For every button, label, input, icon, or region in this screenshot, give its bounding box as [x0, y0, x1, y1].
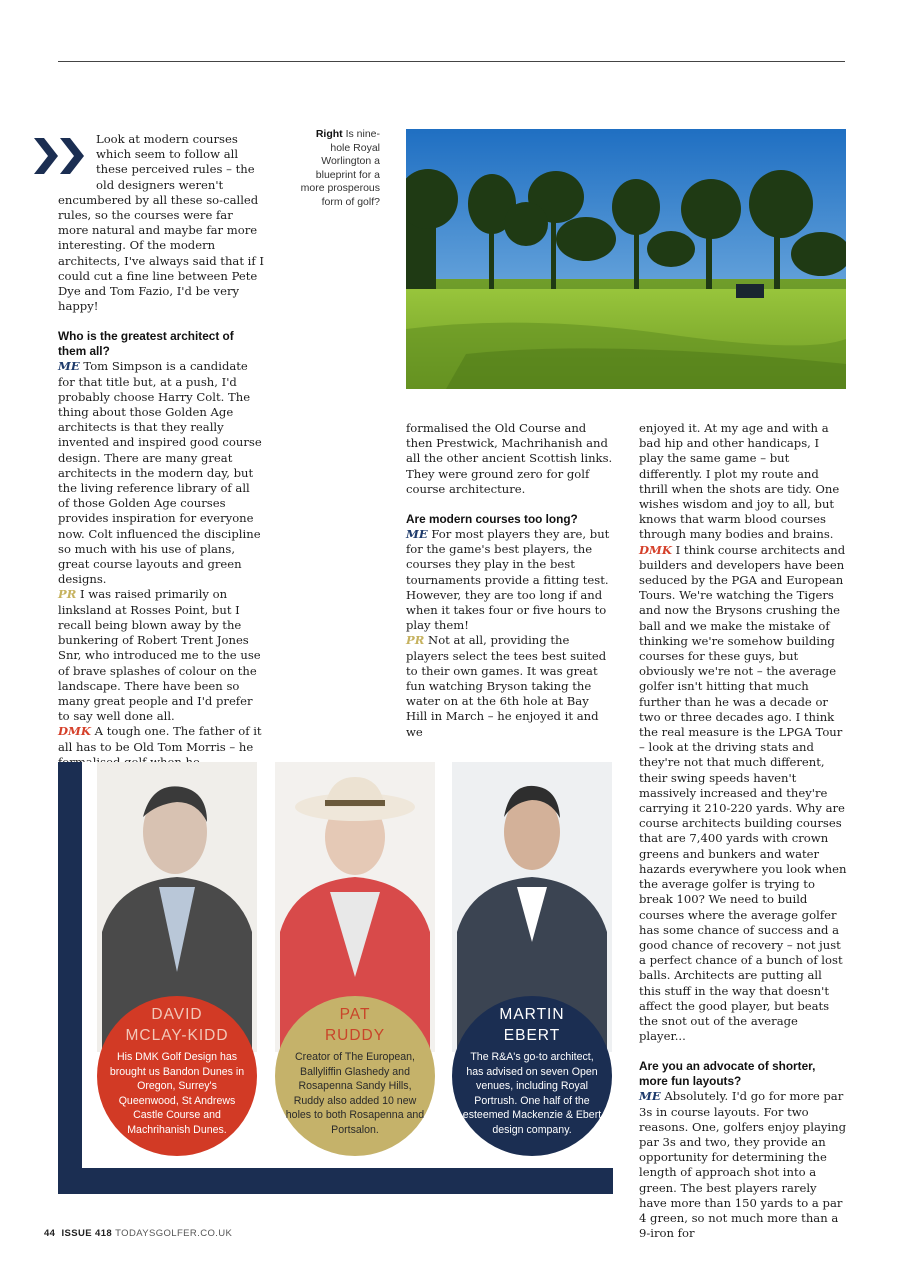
speaker-tag: PR [58, 587, 77, 602]
article-column-3 [639, 421, 847, 1241]
profile-name: MARTIN EBERT [499, 1006, 565, 1044]
question-heading: Are modern courses too long? [406, 512, 578, 527]
page-number: 44 [44, 1228, 56, 1239]
answer-text: A tough one. The father of it all has to be Old Tom Morris – he [58, 724, 262, 754]
photo-caption [296, 128, 380, 209]
answer-text: Not at all, providing the players select the tees best suited to their own games. It was great fun watching Bryson taking the water on at the 6th hole at Bay Hill in March – he enjoyed it and we [406, 633, 607, 739]
continued-text: enjoyed it. At my age and with a bad hip and other handicaps, I play the same game – but differently. I plot my route and thrill when the shots are tidy. One wishes wisdom and joy to all, but knows that warm blood courses through many bodies and brains. [639, 421, 840, 542]
profile-bio: His DMK Golf Design has brought us Bandon Dunes in Oregon, Surrey's Queenwood, St Andrews Castle Course and Machrihanish Dunes. [109, 1051, 245, 1136]
speaker-tag: ME [639, 1089, 661, 1104]
page-footer [44, 1228, 232, 1239]
question-heading: Who is the greatest architect of them all? [58, 329, 234, 359]
issue-number: ISSUE 418 [61, 1228, 113, 1239]
profile-name: DAVID MCLAY-KIDD [125, 1006, 229, 1044]
speaker-tag: ME [406, 527, 428, 542]
speaker-tag: ME [58, 359, 80, 374]
caption-text: Is nine-hole Royal Worlington a blueprint for a more prosperous form of golf? [300, 128, 380, 208]
speaker-tag: PR [406, 633, 425, 648]
quote-chevron-icon [34, 134, 92, 178]
profile-bio: Creator of The European, Ballyliffin Glashedy and Rosapenna Sandy Hills, Ruddy also added 10 new holes to both Rosapenna and Portsalon. [285, 1051, 425, 1136]
speaker-tag: DMK [58, 724, 91, 739]
profile-bio: The R&A's go-to architect, has advised on seven Open venues, including Royal Portrush. One half of the esteemed Mackenzie & Ebert design company. [462, 1051, 602, 1136]
answer-text: For most players they are, but for the game's best players, the courses they play in the best tournaments provide a fitting test. However, they are too long if and when it takes four or five hours to play them! [406, 527, 610, 633]
question-heading: Are you an advocate of shorter, more fun layouts? [639, 1059, 816, 1089]
profile-card-martin [452, 996, 612, 1156]
caption-label: Right [315, 128, 343, 140]
intro-paragraph: Look at modern courses which seem to follow all these perceived rules – the old designers weren't encumbered by all these so-called rules, so the courses were far more natural and maybe far more interesting. Of the modern architects, I've always said that if I could cut a fine line between Pete Dye and Tom Fazio, I'd be very happy! [58, 132, 264, 314]
profile-card-pat [275, 996, 435, 1156]
top-rule [58, 61, 845, 62]
profile-card-david [97, 996, 257, 1156]
article-column-1 [58, 132, 264, 770]
answer-text: Absolutely. I'd go for more par 3s in course layouts. For two reasons. One, golfers enjoy playing par 3s and two, they provide an opportunity for determining the length of approach shot into a green. The best players rarely have more than 150 yards to a par 4 green, so not much more than a 9-iron for [639, 1089, 847, 1241]
speaker-tag: DMK [639, 542, 672, 557]
profile-name: PAT RUDDY [324, 1006, 386, 1044]
website-link[interactable]: TODAYSGOLFER.CO.UK [115, 1228, 233, 1239]
answer-text: I think course architects and builders and developers have been seduced by the PGA and European Tours. We're watching the Tigers and now the Brysons crushing the ball and we make the mistake of thinking we're somehow building courses for these guys, but obviously we're not – the average golfer isn't hitting that much further than he was a decade or two or three decades ago. I think the real measure is the LPGA Tour – look at the driving stats and they're not that much different, their swing speeds haven't massively increased and they're carrying it 210-220 yards. Why are course architects building courses that are 7,400 yards with crown greens and bunkers and water hazards everywhere you look when the average golfer is trying to break 100? We need to build courses where the average golfer has some chance of success and a good chance of recovery – not just a perfect chance of a bunch of lost balls. Architects are putting all this stuff in the way that doesn't affect the good player, but beats the snot out of the average player... [639, 542, 847, 1044]
golf-course-photo [406, 129, 846, 389]
article-column-2 [406, 421, 613, 740]
answer-text: Tom Simpson is a candidate for that title but, at a push, I'd probably choose Harry Colt. The thing about those Golden Age architects is that they really invented and inspired good course design. There are many great architects in the modern day, but the living reference library of all of those Golden Age courses provides inspiration for everyone now. Colt influenced the discipline so much with his use of plans, great course layouts and green designs. [58, 359, 262, 587]
answer-text: I was raised primarily on linksland at Rosses Point, but I recall being blown away by the bunkering of Robert Trent Jones Snr, who introduced me to the use of brave splashes of colour on the landscape. There have been so many great people and I'd prefer to say well done all. [58, 587, 261, 724]
continued-text: formalised the Old Course and then Prestwick, Machrihanish and all the other ancient Scottish links. They were ground zero for golf course architecture. [406, 421, 613, 496]
